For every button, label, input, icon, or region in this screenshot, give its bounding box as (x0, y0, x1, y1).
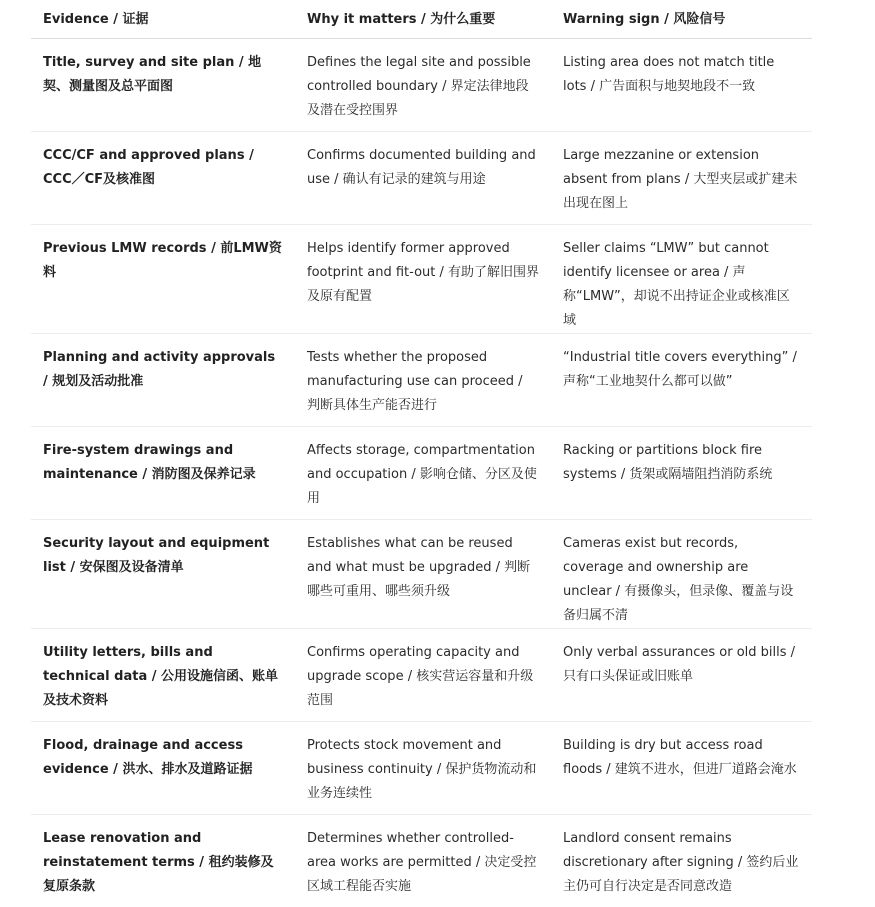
cell-why: Confirms operating capacity and upgrade scope / 核实营运容量和升级范围 (295, 628, 551, 721)
table-row (31, 519, 812, 628)
header-warning-sign: Warning sign / 风险信号 (551, 0, 812, 38)
cell-why: Determines whether controlled-area works are permitted / 决定受控区域工程能否实施 (307, 830, 537, 894)
table-row (31, 333, 812, 426)
cell-evidence: Title, survey and site plan / 地契、测量图及总平面图 (31, 38, 295, 131)
cell-why: Helps identify former approved footprint and fit-out / 有助了解旧围界及原有配置 (295, 224, 551, 333)
cell-warning: Only verbal assurances or old bills / 只有口头保证或旧账单 (551, 628, 812, 721)
table-row (31, 38, 812, 131)
cell-why: Tests whether the proposed manufacturing use can proceed / 判断具体生产能否进行 (295, 333, 551, 426)
header-evidence: Evidence / 证据 (31, 0, 295, 38)
table-row (31, 814, 812, 907)
cell-warning: “Industrial title covers everything” / 声称“工业地契什么都可以做” (551, 333, 812, 426)
table-row (31, 628, 812, 721)
cell-evidence: Lease renovation and reinstatement terms / 租约装修及复原条款 (43, 830, 274, 894)
cell-why: Affects storage, compartmentation and occupation / 影响仓储、分区及使用 (295, 426, 551, 519)
cell-why: Protects stock movement and business continuity / 保护货物流动和业务连续性 (295, 721, 551, 814)
header-why-it-matters: Why it matters / 为什么重要 (295, 0, 551, 38)
header-row (31, 0, 812, 38)
cell-evidence: Flood, drainage and access evidence / 洪水、排水及道路证据 (31, 721, 295, 814)
table-header (31, 0, 812, 38)
cell-evidence: Previous LMW records / 前LMW资料 (31, 224, 295, 333)
table-body (31, 38, 812, 907)
cell-warning: Landlord consent remains discretionary after signing / 签约后业主仍可自行决定是否同意改造 (563, 830, 799, 894)
cell-warning: Building is dry but access road floods / 建筑不进水，但进厂道路会淹水 (551, 721, 812, 814)
cell-evidence: Planning and activity approvals / 规划及活动批准 (31, 333, 295, 426)
cell-why: Confirms documented building and use / 确认有记录的建筑与用途 (295, 131, 551, 224)
cell-warning: Cameras exist but records, coverage and ownership are unclear / 有摄像头，但录像、覆盖与设备归属不清 (551, 519, 812, 628)
cell-why: Establishes what can be reused and what must be upgraded / 判断哪些可重用、哪些须升级 (295, 519, 551, 628)
table-row (31, 721, 812, 814)
cell-warning: Seller claims “LMW” but cannot identify licensee or area / 声称“LMW”，却说不出持证企业或核准区域 (551, 224, 812, 333)
cell-warning: Racking or partitions block fire systems / 货架或隔墙阻挡消防系统 (551, 426, 812, 519)
table-row (31, 224, 812, 333)
cell-evidence: Utility letters, bills and technical data / 公用设施信函、账单及技术资料 (31, 628, 295, 721)
table-row (31, 131, 812, 224)
cell-evidence: CCC/CF and approved plans / CCC／CF及核准图 (31, 131, 295, 224)
cell-warning: Listing area does not match title lots / 广告面积与地契地段不一致 (551, 38, 812, 131)
cell-warning: Large mezzanine or extension absent from plans / 大型夹层或扩建未出现在图上 (551, 131, 812, 224)
cell-evidence: Fire-system drawings and maintenance / 消防图及保养记录 (31, 426, 295, 519)
cell-why: Defines the legal site and possible controlled boundary / 界定法律地段及潜在受控围界 (295, 38, 551, 131)
table-row (31, 426, 812, 519)
evidence-table-container (31, 0, 812, 907)
cell-evidence: Security layout and equipment list / 安保图及设备清单 (31, 519, 295, 628)
evidence-table (31, 0, 812, 907)
